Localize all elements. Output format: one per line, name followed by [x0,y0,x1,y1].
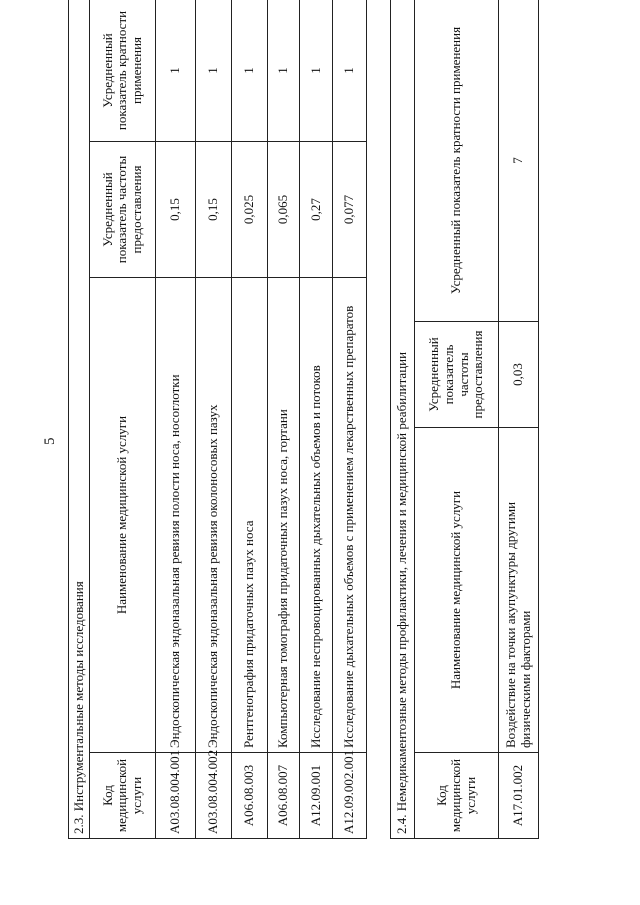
row-multiplicity: 1 [156,0,196,142]
row-code: A12.09.001 [300,753,333,839]
row-multiplicity: 1 [196,0,232,142]
row-multiplicity: 1 [268,0,300,142]
header-frequency: Усредненный показатель частоты предоставления [90,142,156,278]
row-frequency: 0,03 [499,322,539,428]
row-name: Рентгенография придаточных пазух носа [232,278,268,753]
row-name: Эндоскопическая эндоназальная ревизия околоносовых пазух [196,278,232,753]
row-multiplicity: 1 [300,0,333,142]
row-multiplicity: 1 [333,0,367,142]
row-name: Воздействие на точки акупунктуры другими физическими факторами [499,428,539,753]
row-code: A03.08.004.002 [196,753,232,839]
row-name: Компьютерная томография придаточных пазух носа, гортани [268,278,300,753]
row-multiplicity: 7 [499,0,539,322]
header-name: Наименование медицинской услуги [90,278,156,753]
row-frequency: 0,065 [268,142,300,278]
row-frequency: 0,077 [333,142,367,278]
header-code: Код медицинской услуги [90,753,156,839]
header-multiplicity: Усредненный показатель кратности применения [90,0,156,142]
row-code: A12.09.002.001 [333,753,367,839]
row-frequency: 0,15 [196,142,232,278]
row-code: A03.08.004.001 [156,753,196,839]
non-drug-methods-table [390,0,539,839]
row-code: A06.08.007 [268,753,300,839]
section-title: 2.4. Немедикаментозные методы профилактики, лечения и медицинской реабилитации [391,0,415,839]
row-name: Исследование неспровоцированных дыхательных объемов и потоков [300,278,333,753]
page-number: 5 [42,437,58,445]
row-code: A17.01.002 [499,753,539,839]
row-frequency: 0,025 [232,142,268,278]
row-code: A06.08.003 [232,753,268,839]
header-multiplicity: Усредненный показатель кратности применения [415,0,499,322]
row-name: Исследование дыхательных объемов с применением лекарственных препаратов [333,278,367,753]
header-name: Наименование медицинской услуги [415,428,499,753]
row-frequency: 0,15 [156,142,196,278]
row-multiplicity: 1 [232,0,268,142]
section-title: 2.3. Инструментальные методы исследования [69,0,90,839]
row-name: Эндоскопическая эндоназальная ревизия полости носа, носоглотки [156,278,196,753]
row-frequency: 0,27 [300,142,333,278]
header-code: Код медицинской услуги [415,753,499,839]
instrumental-methods-table [68,0,367,839]
header-frequency: Усредненный показатель частоты предоставления [415,322,499,428]
